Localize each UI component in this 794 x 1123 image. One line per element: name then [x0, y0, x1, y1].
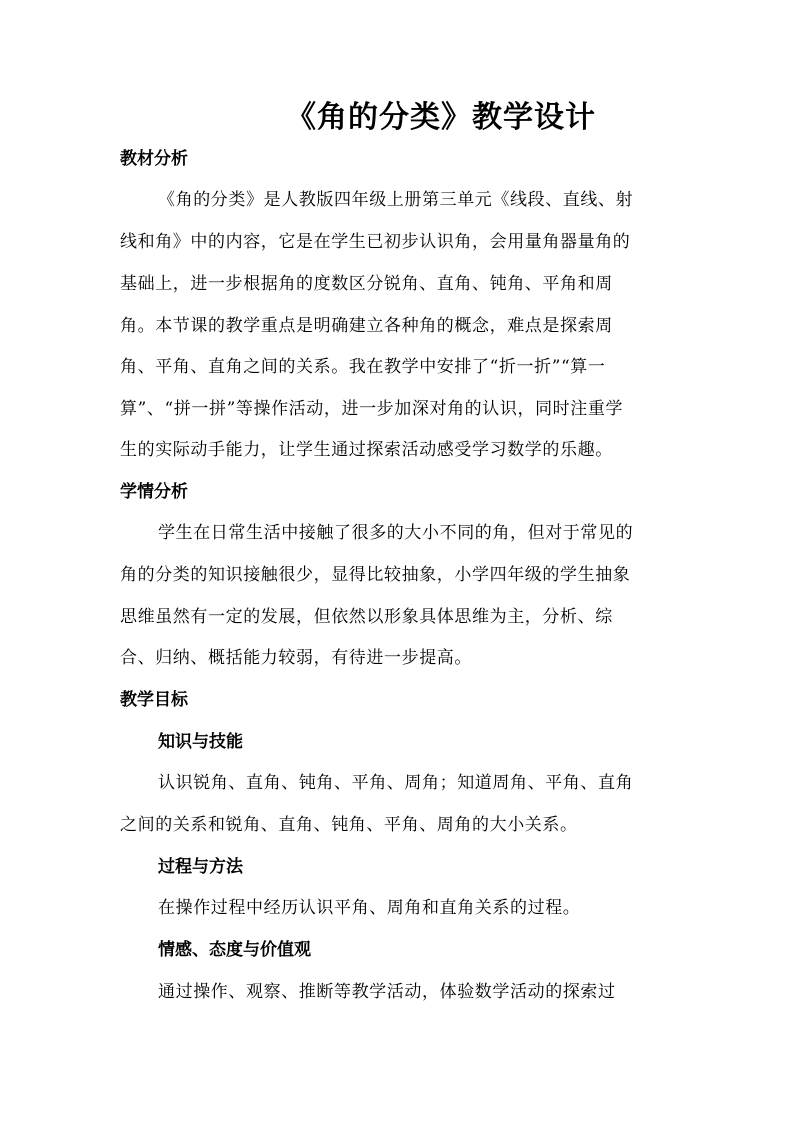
- paragraph-line: 算”、“拼一拼”等操作活动，进一步加深对角的认识，同时注重学: [120, 399, 624, 419]
- section-heading-goals: 教学目标: [120, 690, 188, 710]
- paragraph-line: 思维虽然有一定的发展，但依然以形象具体思维为主，分析、综: [120, 607, 613, 627]
- subheading-emotion: 情感、态度与价值观: [158, 940, 311, 960]
- paragraph-line: 角的分类的知识接触很少，显得比较抽象，小学四年级的学生抽象: [120, 565, 631, 585]
- paragraph-line: 角。本节课的教学重点是明确建立各种角的概念，难点是探索周: [120, 316, 613, 336]
- paragraph-line: 学生在日常生活中接触了很多的大小不同的角，但对于常见的: [158, 523, 634, 543]
- paragraph-line: 认识锐角、直角、钝角、平角、周角；知道周角、平角、直角: [158, 773, 634, 793]
- paragraph-line: 《角的分类》是人教版四年级上册第三单元《线段、直线、射: [158, 190, 634, 210]
- paragraph-line: 基础上，进一步根据角的度数区分锐角、直角、钝角、平角和周: [120, 274, 613, 294]
- document-title: 《角的分类》教学设计: [286, 100, 596, 135]
- section-heading-materials: 教材分析: [120, 149, 188, 169]
- subheading-process: 过程与方法: [158, 857, 243, 877]
- paragraph-line: 生的实际动手能力，让学生通过探索活动感受学习数学的乐趣。: [120, 440, 613, 460]
- paragraph-line: 在操作过程中经历认识平角、周角和直角关系的过程。: [158, 898, 581, 918]
- section-heading-learners: 学情分析: [120, 482, 188, 502]
- subheading-knowledge: 知识与技能: [158, 732, 243, 752]
- paragraph-line: 角、平角、直角之间的关系。我在教学中安排了“折一折”“算一: [120, 357, 606, 377]
- paragraph-line: 之间的关系和锐角、直角、钝角、平角、周角的大小关系。: [120, 815, 578, 835]
- paragraph-line: 合、归纳、概括能力较弱，有待进一步提高。: [120, 648, 472, 668]
- paragraph-line: 线和角》中的内容，它是在学生已初步认识角，会用量角器量角的: [120, 232, 631, 252]
- paragraph-line: 通过操作、观察、推断等教学活动，体验数学活动的探索过: [158, 982, 616, 1002]
